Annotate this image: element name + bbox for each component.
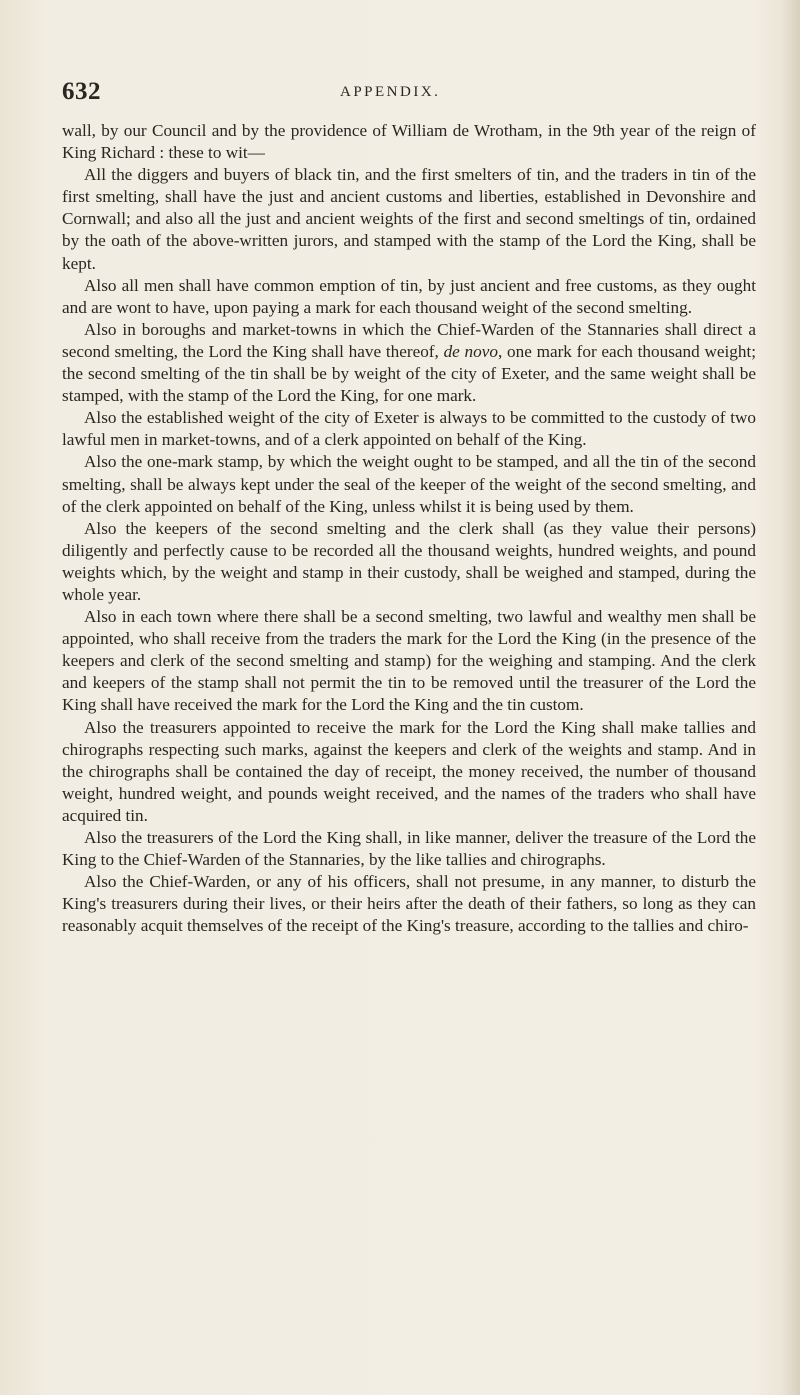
paragraph: Also the keepers of the second smelting and the clerk shall (as they value their persons) diligently and perfectly cause to be recorded all the thousand weights, hundred weights, and pound weights which, by the weight and stamp in their custody, shall be weighed and stamped, during the whole year. bbox=[62, 518, 756, 604]
paragraph: Also the Chief-Warden, or any of his officers, shall not presume, in any manner, to disturb the King's treasurers during their lives, or their heirs after the death of their fathers, so long as they can reasonably acquit themselves of the receipt of the King's treasure, according to the tallies and chiro- bbox=[62, 872, 756, 936]
paragraph: Also all men shall have common emption of tin, by just ancient and free customs, as they ought and are wont to have, upon paying a mark for each thousand weight of the second smelting. bbox=[62, 275, 756, 317]
paragraph: Also the treasurers appointed to receive the mark for the Lord the King shall make tallies and chirographs respecting such marks, against the keepers and clerk of the weights and stamp. And in the chirographs shall be contained the day of receipt, the money received, the number of thousand weight, hundred weight, and pounds weight received, and the names of the traders who shall have acquired tin. bbox=[62, 717, 756, 825]
paragraph: All the diggers and buyers of black tin, and the first smelters of tin, and the traders in tin of the first smelting, shall have the just and ancient customs and liberties, established in Devonshire and Cornwall; and also all the just and ancient weights of the first and second smeltings of tin, ordained by the oath of the above-written jurors, and stamped with the stamp of the Lord the King, shall be kept. bbox=[62, 165, 756, 273]
paragraph: Also the established weight of the city of Exeter is always to be committed to the custody of two lawful men in market-towns, and of a clerk appointed on behalf of the King. bbox=[62, 408, 756, 450]
paragraph: Also the one-mark stamp, by which the weight ought to be stamped, and all the tin of the second smelting, shall be always kept under the seal of the keeper of the weight of the second smelting, and of the clerk appointed on behalf of the King, unless whilst it is being used by them. bbox=[62, 452, 756, 516]
paragraph: Also the treasurers of the Lord the King shall, in like manner, deliver the treasure of the Lord the King to the Chief-Warden of the Stannaries, by the like tallies and chirographs. bbox=[62, 828, 756, 870]
paragraph: Also in boroughs and market-towns in which the Chief-Warden of the Stannaries shall direct a second smelting, the Lord the King shall have thereof, de novo, one mark for each thousand weight; the second smelting of the tin shall be by weight of the city of Exeter, and the same weight shall be stamped, with the stamp of the Lord the King, for one mark. bbox=[62, 319, 756, 406]
paragraph: wall, by our Council and by the providence of William de Wrotham, in the 9th year of the reign of King Richard : these to wit— bbox=[62, 121, 756, 163]
body-text bbox=[62, 120, 756, 937]
page-header bbox=[62, 78, 752, 108]
paragraph: Also in each town where there shall be a second smelting, two lawful and wealthy men shall be appointed, who shall receive from the traders the mark for the Lord the King (in the presence of the keepers and clerk of the second smelting and stamp) for the weighing and stamping. And the clerk and keepers of the stamp shall not permit the tin to be removed until the treasurer of the Lord the King shall have received the mark for the Lord the King and the tin custom. bbox=[62, 607, 756, 715]
page-edge-shadow bbox=[782, 0, 800, 1395]
page-number: 632 bbox=[62, 78, 101, 105]
italic-phrase: de novo bbox=[443, 341, 498, 361]
running-head: APPENDIX. bbox=[340, 84, 441, 100]
